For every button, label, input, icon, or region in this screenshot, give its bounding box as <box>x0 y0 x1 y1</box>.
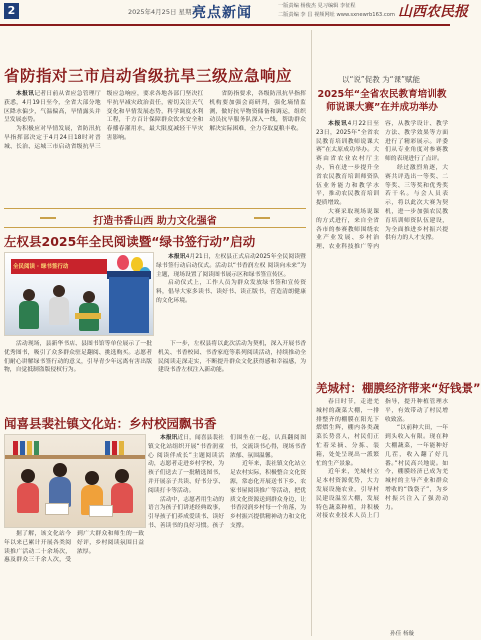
right-story-headline: 2025年“全省农民教育培训教师说课大赛”在并成功举办 <box>317 89 447 113</box>
story1-body-lower <box>4 340 306 406</box>
photo-banner-text: 全民阅读 · 绿书签行动 <box>13 264 69 270</box>
right-bottom-body <box>316 398 448 628</box>
open-book <box>89 505 113 517</box>
book-spine <box>112 441 117 455</box>
paragraph: “以前种大田，一年到头收入有限。现在种大棚蔬菜，一年能种好几茬，收入翻了好几番。”村民高兴地说。如今，棚膜经济已成为羌城村的主导产业和群众增收的“钱袋子”，为乡村振兴注入了强劲动力。 <box>385 425 448 511</box>
paragraph: 近年来，羌城村立足本村资源优势，大力发展设施农业，引导村民建设温室大棚，发展特色蔬菜种植，并积极对接农业技术人员上门指导，提升种植管理水平，有效带动了村民增收致富。 <box>316 399 448 520</box>
banner-ornament <box>254 217 270 219</box>
paragraph: 省防指要求，各级防汛抗旱指挥机构要加强会商研判，强化墒情监测，做好抗旱物资储备和调运，组织动员抗旱服务队深入一线，帮助群众解决实际困难，全力夺取夏粮丰收。 <box>209 91 306 133</box>
story2-headline: 闻喜县裴社镇文化站：乡村校园飘书香 <box>4 416 217 431</box>
byline: 本报讯 <box>328 121 348 127</box>
paragraph: 活动中，志愿者用生动的语言为孩子们讲述经典故事，引导孩子们养成爱读书、读好书、善读书的良好习惯。孩子们围坐在一起，认真翻阅图书，交流读书心得，现场书香浓郁、氛围温馨。 <box>148 435 306 529</box>
column-divider <box>311 30 312 636</box>
issue-date: 2025年4月25日 星期五 <box>128 8 199 16</box>
paragraph: 为积极应对旱情发展，省防汛抗旱指挥部决定于4月24日18时对晋城、长治、运城三市启动省级抗旱三级应急响应，要求各地各部门坚决扛牢抗旱减灾政治责任，密切关注天气变化和旱情发展态势，科学调度水利工程，千方百计保障群众饮水安全和春播春灌用水，最大限度减轻干旱灾害影响。 <box>4 91 204 150</box>
lead-headline: 省防指对三市启动省级抗旱三级应急响应 <box>4 67 293 85</box>
paragraph: 春日时节，走进羌城村的蔬菜大棚，一排排整齐的棚膜在阳光下熠熠生辉，棚内各类蔬菜长势喜人，村民们正忙着采摘、分拣、装箱，处处呈现出一派繁忙的生产景象。 <box>316 399 379 467</box>
right-story-body <box>316 120 448 374</box>
paragraph: 启动仪式上，工作人员为群众发放绿书签和宣传资料，倡导大家多读书、读好书、读正版书，营造清朗健康的文化环境。 <box>156 280 306 304</box>
section-title: 亮点新闻 <box>192 5 252 21</box>
paragraph: 本报讯4月21日，左权县正式启动2025年全民阅读暨绿书签行动启动仪式。活动以“书香润左权 阅读向未来”为主题，现场设置了阅读图书展示区和绿书签宣传区。 <box>156 254 306 278</box>
editor-credits-line: 一版责编 杨俊杰 見习编辑 李征程 <box>278 3 356 9</box>
book-spine <box>20 441 25 455</box>
section-banner <box>4 208 306 228</box>
bookshelf <box>5 455 145 459</box>
paragraph: 下一步，左权县将以此次活动为契机，深入开展书香机关、书香校园、书香家庭等系列阅读活动，持续推动全民阅读走深走实，不断提升群众文化获得感和幸福感，为建设书香左权注入新动能。 <box>158 341 306 374</box>
editor-credits <box>278 2 396 19</box>
author-signature: 孙佳 杨璇 <box>390 631 415 637</box>
book-spine <box>27 441 32 455</box>
story1-headline: 左权县2025年全民阅读暨“绿书签行动”启动 <box>4 234 256 249</box>
balloon-icon <box>117 255 129 270</box>
lead-article-body <box>4 90 306 204</box>
paragraph: 据了解，该文化站今年以来已累计开展各类阅读推广活动二十余场次，惠及群众三千余人次，受到广大群众和师生的一致好评，乡村阅读氛围日益浓厚。 <box>4 531 144 564</box>
masthead <box>0 0 468 26</box>
paragraph: 活动现场，县新华书店、县图书馆等单位展示了一批优秀图书，吸引了众多群众驻足翻阅、挑选购买。志愿者们耐心讲解绿书签行动的意义，引导青少年远离有害出版物，自觉抵制盗版侵权行为。 <box>4 341 152 374</box>
story2-body-lower <box>4 530 144 638</box>
booth <box>109 277 149 333</box>
editor-credits-line: 二版责编 李 昌 视频网址 www.sxnewrb163.com <box>278 11 395 18</box>
story2-body-right <box>148 434 306 638</box>
paragraph: 本报讯4月22日至23日，2025年“全省农民教育培训教师说课大赛”在太原成功举办。大赛由省农业农村厅主办，旨在进一步提升全省农民教育培训师资队伍业务能力和教学水平，推动农民教育培训提质增效。 <box>316 121 379 207</box>
byline: 本报讯 <box>160 435 178 441</box>
story1-body-upper <box>156 253 306 335</box>
open-book <box>45 503 69 515</box>
section-banner-text: 打造书香山西 助力文化强省 <box>93 216 217 227</box>
paragraph: 本报讯近日，闻喜县裴社镇文化站组织开展“书香润童心 阅读伴成长”主题阅读活动，志愿者走进乡村学校，为孩子们送去了一批精选图书，并开展亲子共读、好书分享、阅读打卡等活动。 <box>148 435 224 494</box>
story1-photo <box>4 252 154 336</box>
paragraph: 大赛采取现场说课的方式进行，来自全省各市的参赛教师围绕农业产业发展、乡村治理、农业科技推广等内容，从教学设计、教学方法、教学效果等方面进行了精彩展示。评委们从专业角度对参赛教师的表现进行了点评。 <box>316 121 448 251</box>
book-stack <box>75 313 101 319</box>
paragraph: 本报讯记者日前从省应急管理厅获悉，4月19日至今，全省大部分地区降水偏少，气温偏高，旱情露头并呈发展态势。 <box>4 91 101 124</box>
paragraph: 近年来，裴社镇文化站立足农村实际，积极整合文化资源，常态化开展送书下乡、农家书屋阅读推广等活动，把优质文化资源送到群众身边，让书香浸润乡村每一个角落，为乡村振兴提供精神动力和文化支撑。 <box>230 461 306 529</box>
right-bottom-headline: 羌城村：棚膜经济带来“好钱景” <box>316 381 481 395</box>
page-number: 2 <box>4 3 19 19</box>
story2-photo <box>4 434 146 528</box>
book-spine <box>105 441 110 455</box>
byline: 本报讯 <box>168 254 186 260</box>
book-spine <box>13 441 18 455</box>
right-story-kicker: 以“说”促教 为“课”赋能 <box>342 75 420 84</box>
newspaper-logo: 山西农民报 <box>398 4 468 20</box>
book-spine <box>34 441 39 455</box>
book-spine <box>119 441 124 455</box>
byline: 本报讯 <box>16 91 35 97</box>
paragraph: 经过激烈角逐，大赛共评选出一等奖、二等奖、三等奖和优秀奖若干名。与会人员表示，将以此次大赛为契机，进一步加强农民教育培训师资队伍建设，为全面推进乡村振兴提供有力的人才支撑。 <box>385 164 448 242</box>
